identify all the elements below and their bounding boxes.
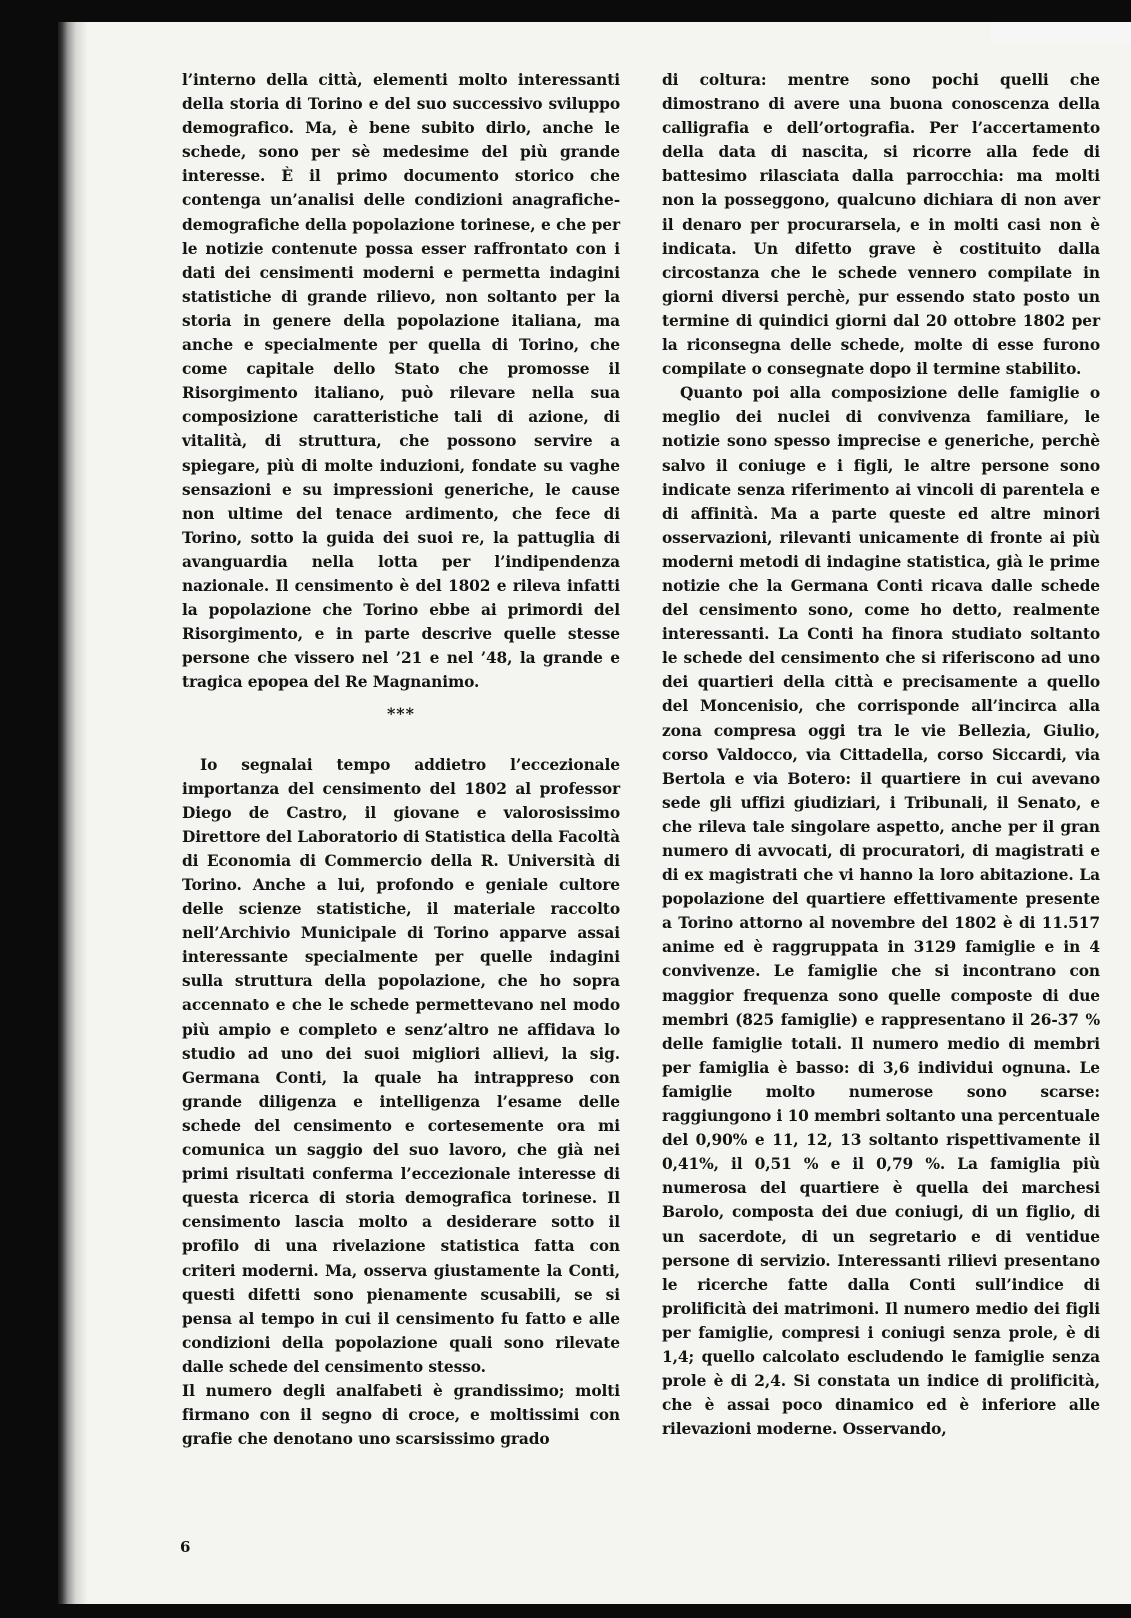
book-binding-shadow [58, 22, 88, 1604]
paragraph: Il numero degli analfabeti è grandissimo; molti firmano con il segno di croce, e moltissimi con grafie che denotano uno scarsissimo grado [182, 1381, 620, 1449]
paragraph: di coltura: mentre sono pochi quelli che dimostrano di avere una buona conoscenza della calligrafia e dell’ortografia. Per l’accertamento della data di nascita, si ricorre alla fede di battesimo rilasciata dalla parrocchia: ma molti non la posseggono, qualcuno dichiara di non aver il denaro per procurarsela, e in molti casi non è indicata. Un difetto grave è costituito dalla circostanza che le schede vennero compilate in giorni diversi perchè, pur essendo stato posto un termine di quindici giorni dal 20 ottobre 1802 per la riconsegna delle schede, molte di esse furono compilate o consegnate dopo il termine stabilito. [662, 71, 1100, 379]
right-column [662, 68, 1100, 1441]
page-number: 6 [180, 1538, 191, 1556]
paragraph: Quanto poi alla composizione delle famiglie o meglio dei nuclei di convivenza familiare, le notizie sono spesso imprecise e generiche, perchè salvo il coniuge e i figli, le altre persone sono indicate senza riferimento ai vincoli di parentela e di affinità. Ma a parte queste ed altre minori osservazioni, rilevanti unicamente di fronte ai più moderni metodi di indagine statistica, già le prime notizie che la Germana Conti ricava dalle schede del censimento sono, come ho detto, realmente interessanti. La Conti ha finora studiato soltanto le schede del censimento che si riferiscono ad uno dei quartieri della città e precisamente a quello del Moncenisio, che corrisponde all’incirca alla zona compresa oggi tra le vie Bellezia, Giulio, corso Valdocco, via Cittadella, corso Siccardi, via Bertola e via Botero: il quartiere in cui avevano sede gli uffizi giudiziari, i Tribunali, il Senato, e che rileva tale singolare aspetto, anche per il gran numero di avvocati, di procuratori, di magistrati e di ex magistrati che vi hanno la loro abitazione. La popolazione del quartiere effettivamente presente a Torino attorno al novembre del 1802 è di 11.517 anime ed è raggruppata in 3129 famiglie e in 4 convivenze. Le famiglie che si incontrano con maggior frequenza sono quelle composte di due membri (825 famiglie) e rappresentano il 26-37 % delle famiglie totali. Il numero medio di membri per famiglia è basso: di 3,6 individui ognuna. Le famiglie molto numerose sono scarse: raggiungono i 10 membri soltanto una percentuale del 0,90% e 11, 12, 13 soltanto rispettivamente il 0,41%, il 0,51 % e il 0,79 %. La famiglia più numerosa del quartiere è quella dei marchesi Barolo, composta dei due coniugi, di un figlio, di un sacerdote, di un segretario e di ventidue persone di servizio. Interessanti rilievi presentano le ricerche fatte dalla Conti sull’indice di prolificità dei matrimoni. Il numero medio dei figli per famiglie, compresi i coniugi senza prole, è di 1,4; quello calcolato escludendo le famiglie senza prole è di 2,4. Si constata un indice di prolificità, che è assai poco dinamico ed è inferiore alle rilevazioni moderne. Osservando, [662, 384, 1100, 1439]
paragraph: Io segnalai tempo addietro l’eccezionale importanza del censimento del 1802 al professor Diego de Castro, il giovane e valorosissimo Direttore del Laboratorio di Statistica della Facoltà di Economia di Commercio della R. Università di Torino. Anche a lui, profondo e geniale cultore delle scienze statistiche, il materiale raccolto nell’Archivio Municipale di Torino apparve assai interessante specialmente per quelle indagini sulla struttura della popolazione, che ho sopra accennato e che le schede permettevano nel modo più ampio e completo e senz’altro ne affidava lo studio ad uno dei suoi migliori allievi, la sig. Germana Conti, la quale ha intrappreso con grande diligenza e intelligenza l’esame delle schede del censimento e cortesemente ora mi comunica un saggio del suo lavoro, che già nei primi risultati conferma l’eccezionale interesse di questa ricerca di storia demografica torinese. Il censimento lascia molto a desiderare sotto il profilo di una rivelazione statistica fatta con criteri moderni. Ma, osserva giustamente la Conti, questi difetti sono pienamente scusabili, se si pensa al tempo in cui il censimento fu fatto e alle condizioni della popolazione quali sono rilevate dalle schede del censimento stesso. [182, 755, 620, 1376]
section-separator: *** [386, 704, 416, 724]
page-corner [991, 22, 1131, 44]
paragraph: l’interno della città, elementi molto interessanti della storia di Torino e del suo successivo sviluppo demografico. Ma, è bene subito dirlo, anche le schede, sono per sè medesime del più grande interesse. È il primo documento storico che contenga un’analisi delle condizioni anagrafiche-demografiche della popolazione torinese, e che per le notizie contenute possa esser raffrontato con i dati dei censimenti moderni e permetta indagini statistiche di grande rilievo, non soltanto per la storia in genere della popolazione italiana, ma anche e specialmente per quella di Torino, che come capitale dello Stato che promosse il Risorgimento italiano, può rilevare nella sua composizione caratteristiche tali di azione, di vitalità, di struttura, che possono servire a spiegare, più di molte induzioni, fondate su vaghe sensazioni e su impressioni generiche, le cause non ultime del tenace ardimento, che fece di Torino, sotto la guida dei suoi re, la pattuglia di avanguardia nella lotta per l’indipendenza nazionale. Il censimento è del 1802 e rileva infatti la popolazione che Torino ebbe ai primordi del Risorgimento, e in parte descrive quelle stesse persone che vissero nel ’21 e nel ’48, la grande e tragica epopea del Re Magnanimo. [182, 71, 620, 692]
left-column [182, 68, 620, 1451]
scanned-page [58, 22, 1131, 1604]
